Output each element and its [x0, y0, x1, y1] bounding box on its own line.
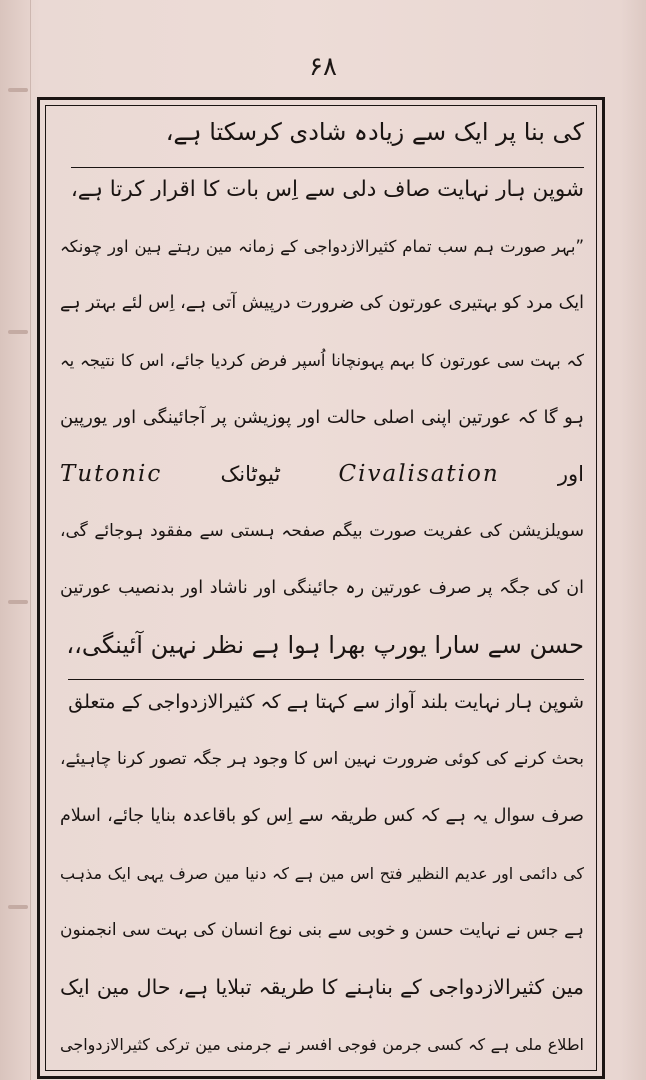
latin-word: Civalisation	[338, 461, 500, 487]
text-line: ایک مرد کو بہتیری عورتون کی ضرورت درپیش آتی ہے، اِس لئے بہتر ہے	[60, 293, 584, 313]
urdu-word: ٹیوٹانک	[220, 462, 281, 486]
text-line: بحث کرنے کی کوئی ضرورت نہین اس کا وجود ہر جگہ تصور کرنا چاہیئے،	[60, 749, 584, 769]
text-line	[50, 674, 596, 731]
text-line-content: شوپن ہار نہایت بلند آواز سے کہتا ہے کہ کثیرالازدواجی کے متعلق	[68, 679, 584, 724]
text-line: ہے جس نے نہایت حسن و خوبی سے بنی نوع انسان کی بہت سی انجمنون	[60, 920, 584, 940]
text-line-mixed	[50, 446, 596, 503]
text-line: مین کثیرالازدواجی کے بناہنے کا طریقہ تبلایا ہے، حال مین ایک	[60, 975, 584, 999]
latin-word: Tutonic	[60, 461, 163, 487]
page-number: ۶۸	[309, 52, 337, 82]
text-line-content: شوپن ہار نہایت صاف دلی سے اِس بات کا اقرار کرتا ہے،	[71, 167, 584, 212]
binding-stitch	[8, 905, 28, 909]
text-line: کہ بہت سی عورتون کا بہم پہونچانا اُسپر فرض کردیا جائے، اس کا نتیجہ یہ	[60, 351, 584, 370]
text-line: ”بہر صورت ہم سب تمام کثیرالازدواجی کے زمانہ مین رہتے ہین اور چونکہ	[60, 237, 584, 256]
binding-stitch	[8, 88, 28, 92]
body-text	[50, 104, 596, 1064]
text-line	[50, 161, 596, 218]
text-line: ہو گا کہ عورتین اپنی اصلی حالت اور پوزیشن پر آجائینگی اور یورپین	[60, 407, 584, 428]
text-line: ان کی جگہ پر صرف عورتین رہ جائینگی اور ناشاد اور بدنصیب عورتین	[60, 578, 584, 598]
text-line: حسن سے سارا یورپ بھرا ہوا ہے نظر نہین آئینگی،،	[66, 631, 584, 659]
text-line: سویلزیشن کی عفریت صورت بیگم صفحہ ہستی سے مفقود ہوجائے گی،	[60, 521, 584, 541]
text-line: صرف سوال یہ ہے کہ کس طریقہ سے اِس کو باقاعدہ بنایا جائے، اسلام	[60, 806, 584, 826]
binding-stitch	[8, 600, 28, 604]
text-line: اطلاع ملی ہے کہ کسی جرمن فوجی افسر نے جرمنی مین ترکی کثیرالازدواجی	[60, 1035, 584, 1054]
text-line: کی بنا پر ایک سے زیادہ شادی کرسکتا ہے،	[165, 118, 584, 146]
urdu-word: اور	[557, 462, 584, 486]
binding-stitch	[8, 330, 28, 334]
page-binding	[0, 0, 31, 1080]
text-line: کی دائمی اور عدیم النظیر فتح اس مین ہے کہ دنیا مین صرف یہی ایک مذہب	[60, 864, 584, 883]
